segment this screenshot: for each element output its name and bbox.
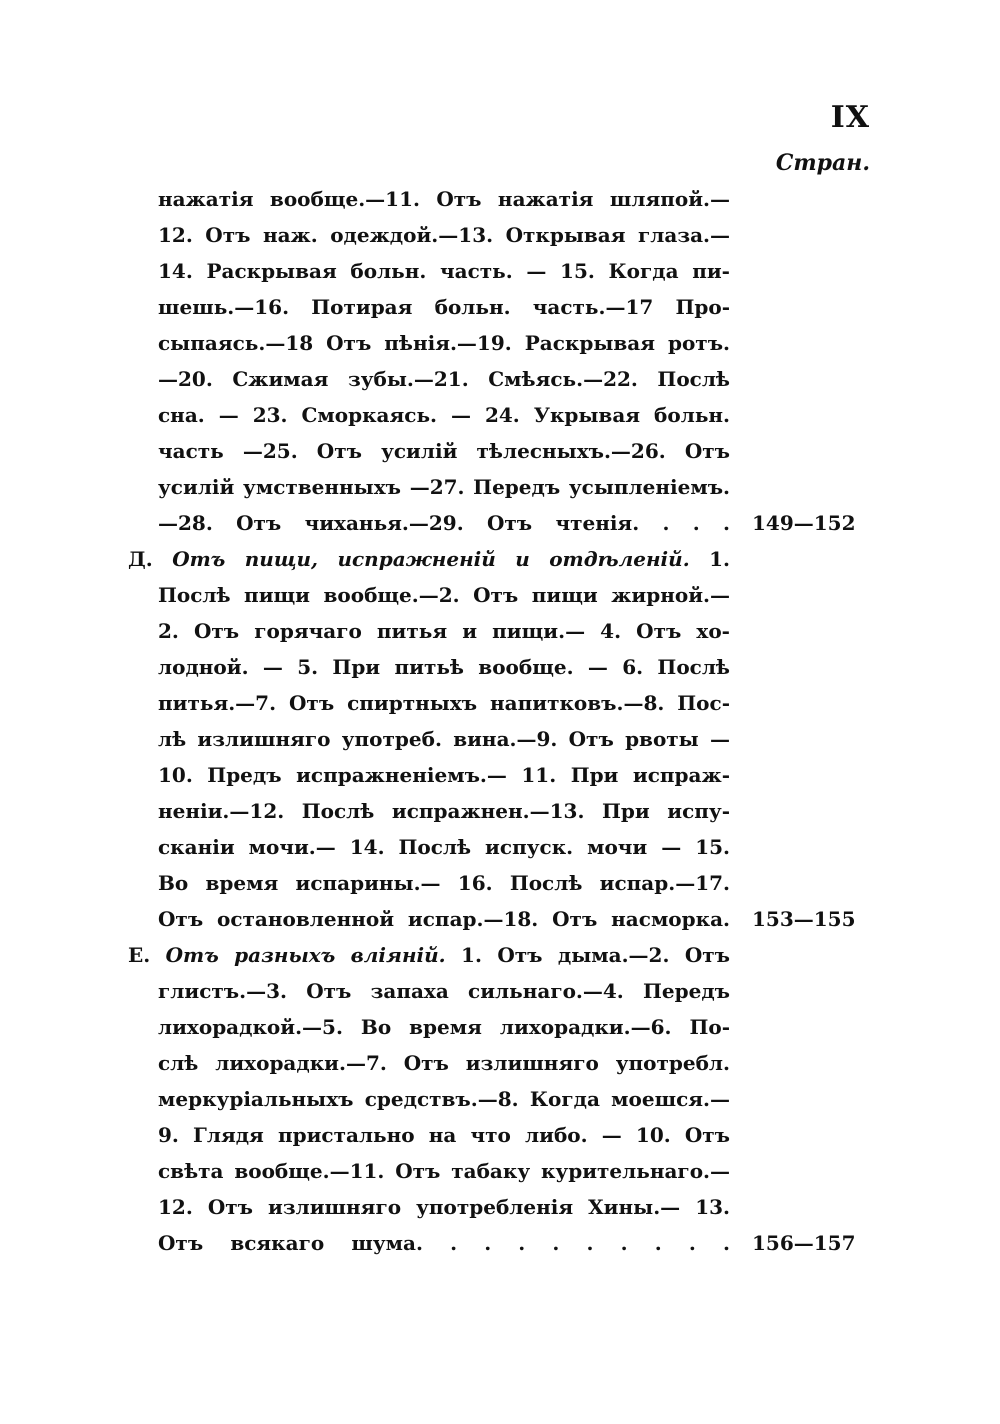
line-text: лихорадкой.—5. Во время лихорадки.—6. По- xyxy=(158,1015,730,1039)
line-text: 10. Предъ испражненіемъ.— 11. При испраж- xyxy=(158,763,730,787)
line-text: глистъ.—3. Отъ запаха сильнаго.—4. Передъ xyxy=(158,979,730,1003)
line-text: 1. Отъ дыма.—2. Отъ xyxy=(461,943,730,967)
page-range: 149—152 xyxy=(752,511,856,535)
toc-line xyxy=(0,217,1000,253)
toc-line xyxy=(0,685,1000,721)
line-text: Во время испарины.— 16. Послѣ испар.—17. xyxy=(158,871,730,895)
toc-line xyxy=(0,1009,1000,1045)
toc-line xyxy=(0,1225,1000,1261)
toc-line xyxy=(0,289,1000,325)
page-number: IX xyxy=(830,100,870,135)
toc-line xyxy=(0,793,1000,829)
line-text: Отъ остановленной испар.—18. Отъ насморка. xyxy=(158,907,730,931)
line-text: сна. — 23. Сморкаясь. — 24. Укрывая больн. xyxy=(158,403,730,427)
line-text: 9. Глядя пристально на что либо. — 10. Отъ xyxy=(158,1123,730,1147)
line-text: Отъ всякаго шума. . . . . . . . . . xyxy=(158,1231,730,1255)
toc-line xyxy=(0,397,1000,433)
toc-line xyxy=(0,901,1000,937)
toc-line xyxy=(0,505,1000,541)
toc-line xyxy=(0,613,1000,649)
line-text: усилій умственныхъ —27. Передъ усыпленіемъ. xyxy=(158,475,730,499)
line-text: Послѣ пищи вообще.—2. Отъ пищи жирной.— xyxy=(158,583,730,607)
toc-line xyxy=(0,541,1000,577)
line-text: 14. Раскрывая больн. часть. — 15. Когда пи- xyxy=(158,259,730,283)
line-text: часть —25. Отъ усилій тѣлесныхъ.—26. Отъ xyxy=(158,439,730,463)
toc-line xyxy=(0,865,1000,901)
section-letter: Д. xyxy=(128,547,153,571)
line-text: —20. Сжимая зубы.—21. Смѣясь.—22. Послѣ xyxy=(158,367,730,391)
line-text: неніи.—12. Послѣ испражнен.—13. При испу- xyxy=(158,799,730,823)
line-text: свѣта вообще.—11. Отъ табаку курительнаго.— xyxy=(158,1159,730,1183)
section-heading-line xyxy=(128,937,730,973)
line-text: слѣ лихорадки.—7. Отъ излишняго употребл. xyxy=(158,1051,730,1075)
page-range: 153—155 xyxy=(752,907,856,931)
line-text: 12. Отъ наж. одеждой.—13. Открывая глаза.— xyxy=(158,223,730,247)
toc-line xyxy=(0,973,1000,1009)
line-text: 1. xyxy=(709,547,730,571)
section-title: Отъ разныхъ вліяній. xyxy=(165,943,446,967)
section-letter: Е. xyxy=(128,943,151,967)
line-text: —28. Отъ чиханья.—29. Отъ чтенія. . . . xyxy=(158,511,730,535)
line-text: шешь.—16. Потирая больн. часть.—17 Про- xyxy=(158,295,730,319)
toc-line xyxy=(0,325,1000,361)
toc-line xyxy=(0,181,1000,217)
page-range: 156—157 xyxy=(752,1231,856,1255)
toc-line xyxy=(0,433,1000,469)
toc-line xyxy=(0,253,1000,289)
line-text: меркуріальныхъ средствъ.—8. Когда моешся.— xyxy=(158,1087,730,1111)
toc-line xyxy=(0,1189,1000,1225)
line-text: 2. Отъ горячаго питья и пищи.— 4. Отъ хо- xyxy=(158,619,730,643)
toc-line xyxy=(0,721,1000,757)
section-title: Отъ пищи, испражненій и отдѣленій. xyxy=(172,547,690,571)
line-text: нажатія вообще.—11. Отъ нажатія шляпой.— xyxy=(158,187,730,211)
line-text: 12. Отъ излишняго употребленія Хины.— 13. xyxy=(158,1195,730,1219)
line-text: лѣ излишняго употреб. вина.—9. Отъ рвоты — xyxy=(158,727,730,751)
line-text: сканіи мочи.— 14. Послѣ испуск. мочи — 15. xyxy=(158,835,730,859)
toc-line xyxy=(0,1117,1000,1153)
toc-line xyxy=(0,361,1000,397)
toc-line xyxy=(0,1045,1000,1081)
section-heading-line xyxy=(128,541,730,577)
toc-line xyxy=(0,829,1000,865)
line-text: лодной. — 5. При питьѣ вообще. — 6. Послѣ xyxy=(158,655,730,679)
toc-line xyxy=(0,937,1000,973)
pages-column-heading: Стран. xyxy=(775,150,870,176)
line-text: сыпаясь.—18 Отъ пѣнія.—19. Раскрывая ротъ. xyxy=(158,331,730,355)
toc-line xyxy=(0,1153,1000,1189)
toc-line xyxy=(0,649,1000,685)
toc-line xyxy=(0,757,1000,793)
toc-line xyxy=(0,469,1000,505)
toc-line xyxy=(0,1081,1000,1117)
line-text: питья.—7. Отъ спиртныхъ напитковъ.—8. Пос- xyxy=(158,691,730,715)
toc-line xyxy=(0,577,1000,613)
